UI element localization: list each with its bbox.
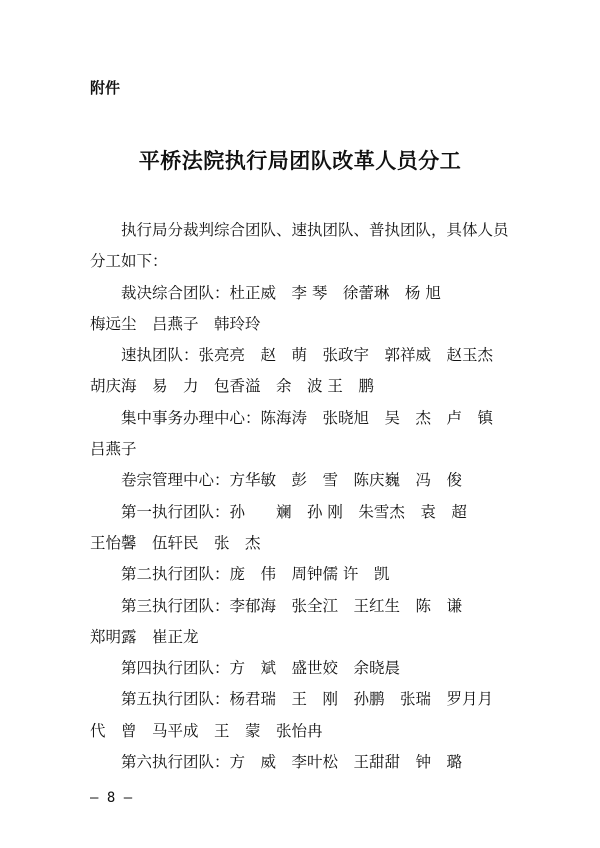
team-line: 卷宗管理中心：方华敏 彭 雪 陈庆巍 冯 俊 — [121, 471, 463, 490]
team-line: 第一执行团队：孙 斓 孙 刚 朱雪杰 袁 超 — [121, 502, 467, 521]
team-line: 集中事务办理中心：陈海涛 张晓旭 吴 杰 卢 镇 — [121, 408, 494, 427]
team-line: 第三执行团队：李郁海 张全江 王红生 陈 谦 — [121, 596, 463, 615]
intro-paragraph: 执行局分裁判综合团队、速执团队、普执团队，具体人员分工如下： — [90, 221, 509, 271]
team-line: 第四执行团队：方 斌 盛世姣 余晓晨 — [121, 659, 401, 678]
team-line-continued: 梅远尘 吕燕子 韩玲玲 — [90, 314, 261, 333]
page-number: — 8 — — [90, 790, 133, 806]
team-line-continued: 代 曾 马平成 王 蒙 张怡冉 — [90, 721, 323, 740]
team-line-continued: 吕燕子 — [90, 440, 137, 459]
team-line: 第二执行团队：庞 伟 周钟儒 许 凯 — [121, 565, 390, 584]
annex-label: 附件 — [90, 79, 121, 97]
team-line: 第六执行团队：方 威 李叶松 王甜甜 钟 璐 — [121, 753, 463, 772]
team-line-continued: 王怡馨 伍轩民 张 杰 — [90, 533, 261, 552]
team-line-continued: 郑明露 崔正龙 — [90, 627, 199, 646]
team-line: 速执团队：张亮亮 赵 萌 张政宇 郭祥威 赵玉杰 — [121, 346, 494, 365]
team-line: 裁决综合团队：杜正威 李 琴 徐蕾琳 杨 旭 — [121, 283, 441, 302]
document-body — [90, 215, 520, 778]
document-title: 平桥法院执行局团队改革人员分工 — [138, 148, 462, 173]
team-line: 第五执行团队：杨君瑞 王 刚 孙鹏 张瑞 罗月月 — [121, 690, 494, 709]
team-line-continued: 胡庆海 易 力 包香溢 余 波 王 鹏 — [90, 377, 374, 396]
